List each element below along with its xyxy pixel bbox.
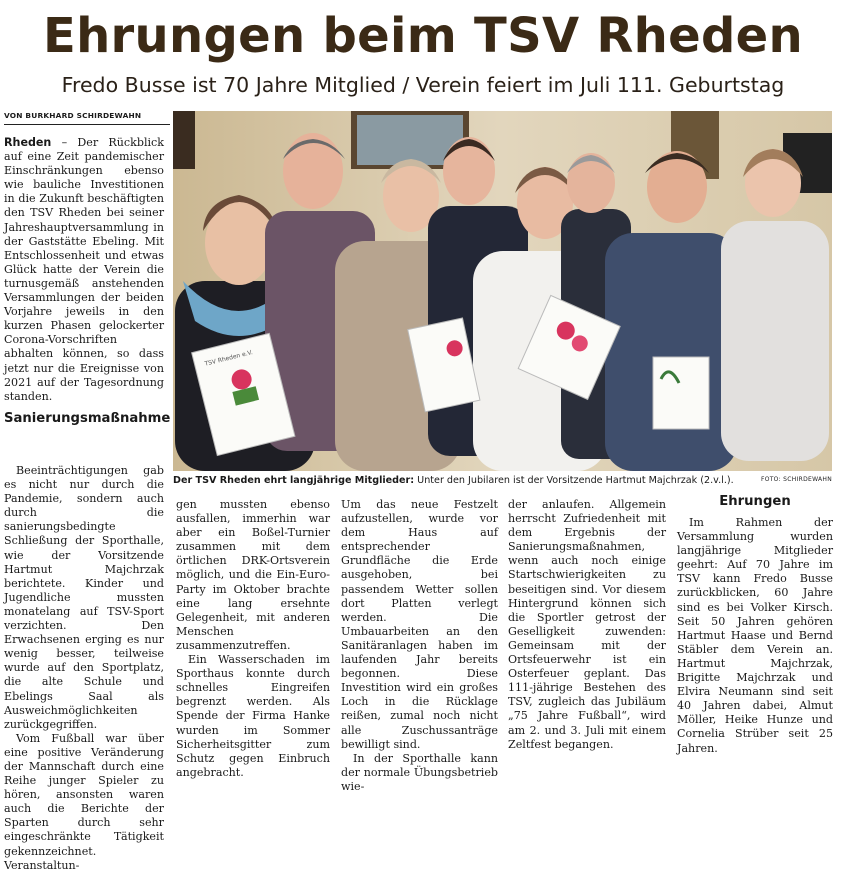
paragraph-sporthalle-part1: In der Sporthalle kann der normale Übungsbetrieb wie-	[341, 751, 498, 793]
headline: Ehrungen beim TSV Rheden	[42, 8, 803, 64]
certificate-4	[653, 357, 709, 429]
byline: VON BURKHARD SCHIRDEWAHN	[4, 111, 170, 125]
article-column-2	[176, 498, 330, 780]
caption-bold: Der TSV Rheden ehrt langjährige Mitglieder:	[173, 475, 415, 486]
article-column-1	[4, 136, 171, 433]
subheadline: Fredo Busse ist 70 Jahre Mitglied / Verein feiert im Juli 111. Geburtstag	[61, 73, 785, 97]
caption-text: Unter den Jubilaren ist der Vorsitzende Hartmut Majchrzak (2.v.l.).	[414, 475, 734, 486]
photo-caption	[173, 474, 832, 490]
intro-text: – Der Rückblick auf eine Zeit pandemischer Einschränkungen ebenso wie bauliche Investitionen in die Zukunft beschäftigten den TSV Rheden bei seiner Jahreshauptversammlung in der Gaststätte Ebeling. Mit Entschlossenheit und etwas Glück hatte der Verein die turnusgemäß anstehenden Versammlungen der beiden Vorjahre jeweils in den kurzen Phasen gelockerter Corona-Vorschriften abhalten können, so dass jetzt nur die Ereignisse von 2021 auf der Tagesordnung standen.	[4, 136, 164, 403]
heading-ehrungen: Ehrungen	[719, 494, 791, 509]
article-column-5	[677, 494, 833, 756]
paragraph-festzelt: Um das neue Festzelt aufzustellen, wurde vor dem Haus auf entsprechender Grundfläche die Erde ausgehoben, bei passendem Wetter sollen dort Platten verlegt werden. Die Umbauarbeiten an den Sanitäranlagen haben im laufenden Jahr bereits begonnen. Diese Investition wird ein großes Loch in die Rücklage reißen, zumal noch nicht alle Zuschussanträge bewilligt sind.	[341, 498, 498, 751]
article-column-3	[341, 498, 498, 794]
certificate-label: TSV Rheden e.V.	[204, 349, 254, 368]
paragraph-pandemie: Beeinträchtigungen gab es nicht nur durch die Pandemie, sondern auch durch die sanierungsbedingte Schließung der Sporthalle, wie der Vorsitzende Hartmut Majchrzak berichtete. Kinder und Jugendliche mussten monatelang auf TSV-Sport verzichten. Den Erwachsenen erging es nur wenig besser, teilweise wurde auf den Sportplatz, die alte Schule und Ebelings Saal als Ausweichmöglichkeiten zurückgegriffen.	[4, 464, 164, 731]
article-column-4	[508, 498, 666, 752]
group-photo-illustration	[173, 111, 832, 471]
paragraph-fussball-part2: gen mussten ebenso ausfallen, immerhin war aber ein Boßel-Turnier zusammen mit dem örtlichen DRK-Ortsverein möglich, und die Ein-Euro-Party im Oktober brachte eine lang ersehnte Gelegenheit, mit anderen Menschen zusammenzutreffen.	[176, 498, 330, 652]
paragraph-sporthalle-part2: der anlaufen. Allgemein herrscht Zufriedenheit mit dem Ergebnis der Sanierungsmaßnahmen, wenn auch noch einige Startschwierigkeiten zu beseitigen sind. Vor diesem Hintergrund können sich die Sportler getrost der Geselligkeit zuwenden: Gemeinsam mit der Ortsfeuerwehr ist ein Osterfeuer geplant. Das 111-jährige Bestehen des TSV, zugleich das Jubiläum „75 Jahre Fußball“, wird am 2. und 3. Juli mit einem Zeltfest begangen.	[508, 498, 666, 751]
heading-sanierungsmassnahme: Sanierungsmaßnahme	[4, 410, 171, 426]
dateline: Rheden	[4, 136, 52, 149]
article-column-1-lower	[4, 464, 164, 873]
paragraph-ehrungen: Im Rahmen der Versammlung wurden langjährige Mitglieder geehrt: Auf 70 Jahre im TSV kann Fredo Busse zurückblicken, 60 Jahre sind es bei Volker Kirsch. Seit 50 Jahren gehören Hartmut Haase und Bernd Stäbler dem Verein an. Hartmut Majchrzak, Brigitte Majchrzak und Elvira Neumann sind seit 40 Jahren dabei, Almut Möller, Heike Hunze und Cornelia Strüber seit 25 Jahren.	[677, 516, 833, 755]
photo-credit: FOTO: SCHIRDEWAHN	[760, 476, 832, 483]
paragraph-intro	[4, 136, 164, 404]
paragraph-wasserschaden: Ein Wasserschaden im Sporthaus konnte durch schnelles Eingreifen begrenzt werden. Als Spende der Firma Hanke wurden im Sommer Sicherheitsgitter zum Schutz gegen Einbruch angebracht.	[176, 653, 330, 779]
paragraph-fussball-part1: Vom Fußball war über eine positive Veränderung der Mannschaft durch eine Reihe junger Spieler zu hören, ansonsten waren auch die Berichte der Sparten durch sehr eingeschränkte Tätigkeit gekennzeichnet. Veranstaltun-	[4, 731, 164, 872]
group-photo	[173, 111, 832, 471]
